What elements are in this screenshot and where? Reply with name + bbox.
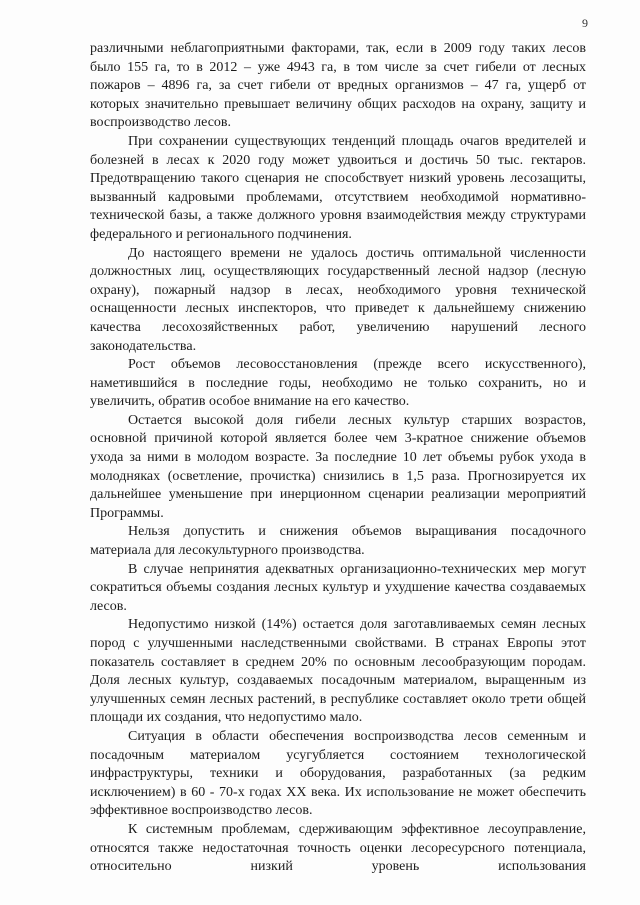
paragraph: В случае непринятия адекватных организационно-технических мер могут сократиться объемы создания лесных культур и ухудшение качества создаваемых лесов.	[90, 561, 586, 614]
paragraph: До настоящего времени не удалось достичь оптимальной численности должностных лиц, осуществляющих государственный лесной надзор (лесную охрану), пожарный надзор в лесах, необходимого уровня технической оснащенности лесных инспекторов, что приведет к дальнейшему снижению качества лесохозяйственных работ, увеличению нарушений лесного законодательства.	[90, 245, 586, 354]
paragraph: К системным проблемам, сдерживающим эффективное лесоуправление, относятся также недостаточная точность оценки лесоресурсного потенциала, относительно низкий уровень использования	[90, 821, 586, 875]
body-text	[90, 40, 586, 877]
page-number: 9	[582, 16, 588, 30]
paragraph: Рост объемов лесовосстановления (прежде всего искусственного), наметившийся в последние годы, необходимо не только сохранить, но и увеличить, обратив особое внимание на его качество.	[90, 357, 586, 410]
paragraph: различными неблагоприятными факторами, так, если в 2009 году таких лесов было 155 га, то в 2012 – уже 4943 га, в том числе за счет гибели от лесных пожаров – 4896 га, за счет гибели от вредных организмов – 47 га, ущерб от которых значительно превышает величину общих расходов на охрану, защиту и воспроизводство лесов.	[90, 41, 586, 131]
paragraph: Недопустимо низкой (14%) остается доля заготавливаемых семян лесных пород с улучшенными наследственными свойствами. В странах Европы этот показатель составляет в среднем 20% по основным лесообразующим породам. Доля лесных культур, создаваемых посадочным материалом, выращенным из улучшенных семян лесных растений, в республике составляет около трети общей площади их создания, что недопустимо мало.	[90, 617, 586, 726]
paragraph: При сохранении существующих тенденций площадь очагов вредителей и болезней в лесах к 2020 году может удвоиться и достичь 50 тыс. гектаров. Предотвращению такого сценария не способствует низкий уровень лесозащиты, вызванный кадровыми проблемами, отсутствием необходимой нормативно-технической базы, а также должного уровня взаимодействия между структурами федерального и регионального подчинения.	[90, 133, 586, 242]
paragraph: Ситуация в области обеспечения воспроизводства лесов семенным и посадочным материалом усугубляется состоянием технологической инфраструктуры, техники и оборудования, разработанных (за редким исключением) в 60 - 70-х годах XX века. Их использование не может обеспечить эффективное воспроизводство лесов.	[90, 728, 586, 819]
paragraph: Нельзя допустить и снижения объемов выращивания посадочного материала для лесокультурного производства.	[90, 524, 586, 559]
paragraph: Остается высокой доля гибели лесных культур старших возрастов, основной причиной которой является более чем 3-кратное снижение объемов ухода за ними в молодом возрасте. За последние 10 лет объемы рубок ухода в молодняках (осветление, прочистка) снизились в 1,5 раза. Прогнозируется их дальнейшее уменьшение при инерционном сценарии реализации мероприятий Программы.	[90, 412, 586, 521]
